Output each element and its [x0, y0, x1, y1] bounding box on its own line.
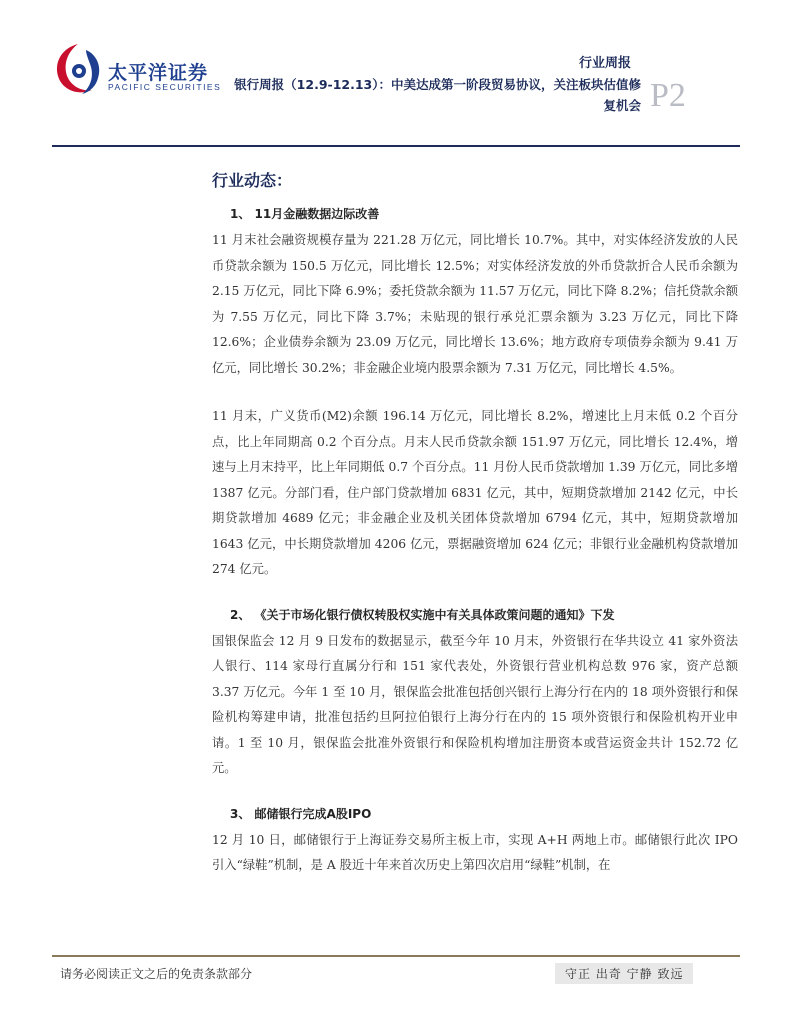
footer-disclaimer: 请务必阅读正文之后的免责条款部分 — [60, 967, 253, 981]
main-content — [212, 168, 738, 902]
news-item — [212, 606, 738, 782]
news-item-heading: 1、 11月金融数据边际改善 — [230, 207, 380, 221]
report-type: 行业周报 — [578, 56, 631, 71]
logo-text-cn: 太平洋证券 — [108, 62, 209, 84]
report-header — [0, 0, 791, 150]
news-paragraph: 11 月末，广义货币(M2)余额 196.14 万亿元，同比增长 8.2%，增速比上月末低 0.2 个百分点，比上年同期高 0.2 个百分点。月末人民币贷款余额 151.97 万亿元，同比增长 12.4%，增速与上月末持平，比上年同期低 0.7 个百分点。11 月份人民币贷款增加 1.39 万亿元，同比多增 1387 亿元。分部门看，住户部门贷款增加 6831 亿元，其中，短期贷款增加 2142 亿元，中长期贷款增加 4689 亿元；非金融企业及机关团体贷款增加 6794 亿元，其中，短期贷款增加 1643 亿元，中长期贷款增加 4206 亿元，票据融资增加 624 亿元；非银行业金融机构贷款增加 274 亿元。 — [212, 409, 738, 576]
pacific-securities-logo-icon — [52, 40, 104, 98]
company-logo — [52, 40, 222, 100]
news-item — [212, 205, 738, 583]
page-number: P2 — [650, 77, 686, 114]
news-paragraph: 11 月末社会融资规模存量为 221.28 万亿元，同比增长 10.7%。其中，对实体经济发放的人民币贷款余额为 150.5 万亿元，同比增长 12.5%；对实体经济发放的外币贷款折合人民币余额为 2.15 万亿元，同比下降 6.9%；委托贷款余额为 11.57 万亿元，同比下降 8.2%；信托贷款余额为 7.55 万亿元，同比下降 3.7%；未贴现的银行承兑汇票余额为 3.23 万亿元，同比下降 12.6%；企业债券余额为 23.09 万亿元，同比增长 13.6%；地方政府专项债券余额为 9.41 万亿元，同比增长 30.2%；非金融企业境内股票余额为 7.31 万亿元，同比增长 4.5%。 — [212, 233, 738, 375]
report-title: 银行周报（12.9-12.13）：中美达成第一阶段贸易协议，关注板块估值修复机会 — [234, 77, 641, 113]
footer-divider — [52, 955, 740, 957]
news-paragraph: 国银保监会 12 月 9 日发布的数据显示，截至今年 10 月末，外资银行在华共设立 41 家外资法人银行、114 家母行直属分行和 151 家代表处，外资银行营业机构总数 976 家，资产总额 3.37 万亿元。今年 1 至 10 月，银保监会批准包括创兴银行上海分行在内的 18 项外资银行和保险机构筹建申请，批准包括约旦阿拉伯银行上海分行在内的 15 项外资银行和保险机构开业申请。1 至 10 月，银保监会批准外资银行和保险机构增加注册资本或营运资金共计 152.72 亿元。 — [212, 633, 738, 775]
news-paragraph: 12 月 10 日，邮储银行于上海证券交易所主板上市，实现 A+H 两地上市。邮储银行此次 IPO 引入“绿鞋”机制，是 A 股近十年来首次历史上第四次启用“绿鞋”机制，在 — [212, 832, 738, 872]
header-divider — [52, 145, 740, 147]
logo-text-en: PACIFIC SECURITIES — [108, 82, 222, 92]
news-item — [212, 805, 738, 879]
footer-motto: 守正 出奇 宁静 致远 — [555, 963, 693, 984]
section-title: 行业动态： — [212, 171, 293, 190]
news-item-heading: 3、 邮储银行完成A股IPO — [230, 806, 372, 821]
news-item-heading: 2、 《关于市场化银行债权转股权实施中有关具体政策问题的通知》下发 — [230, 607, 615, 622]
